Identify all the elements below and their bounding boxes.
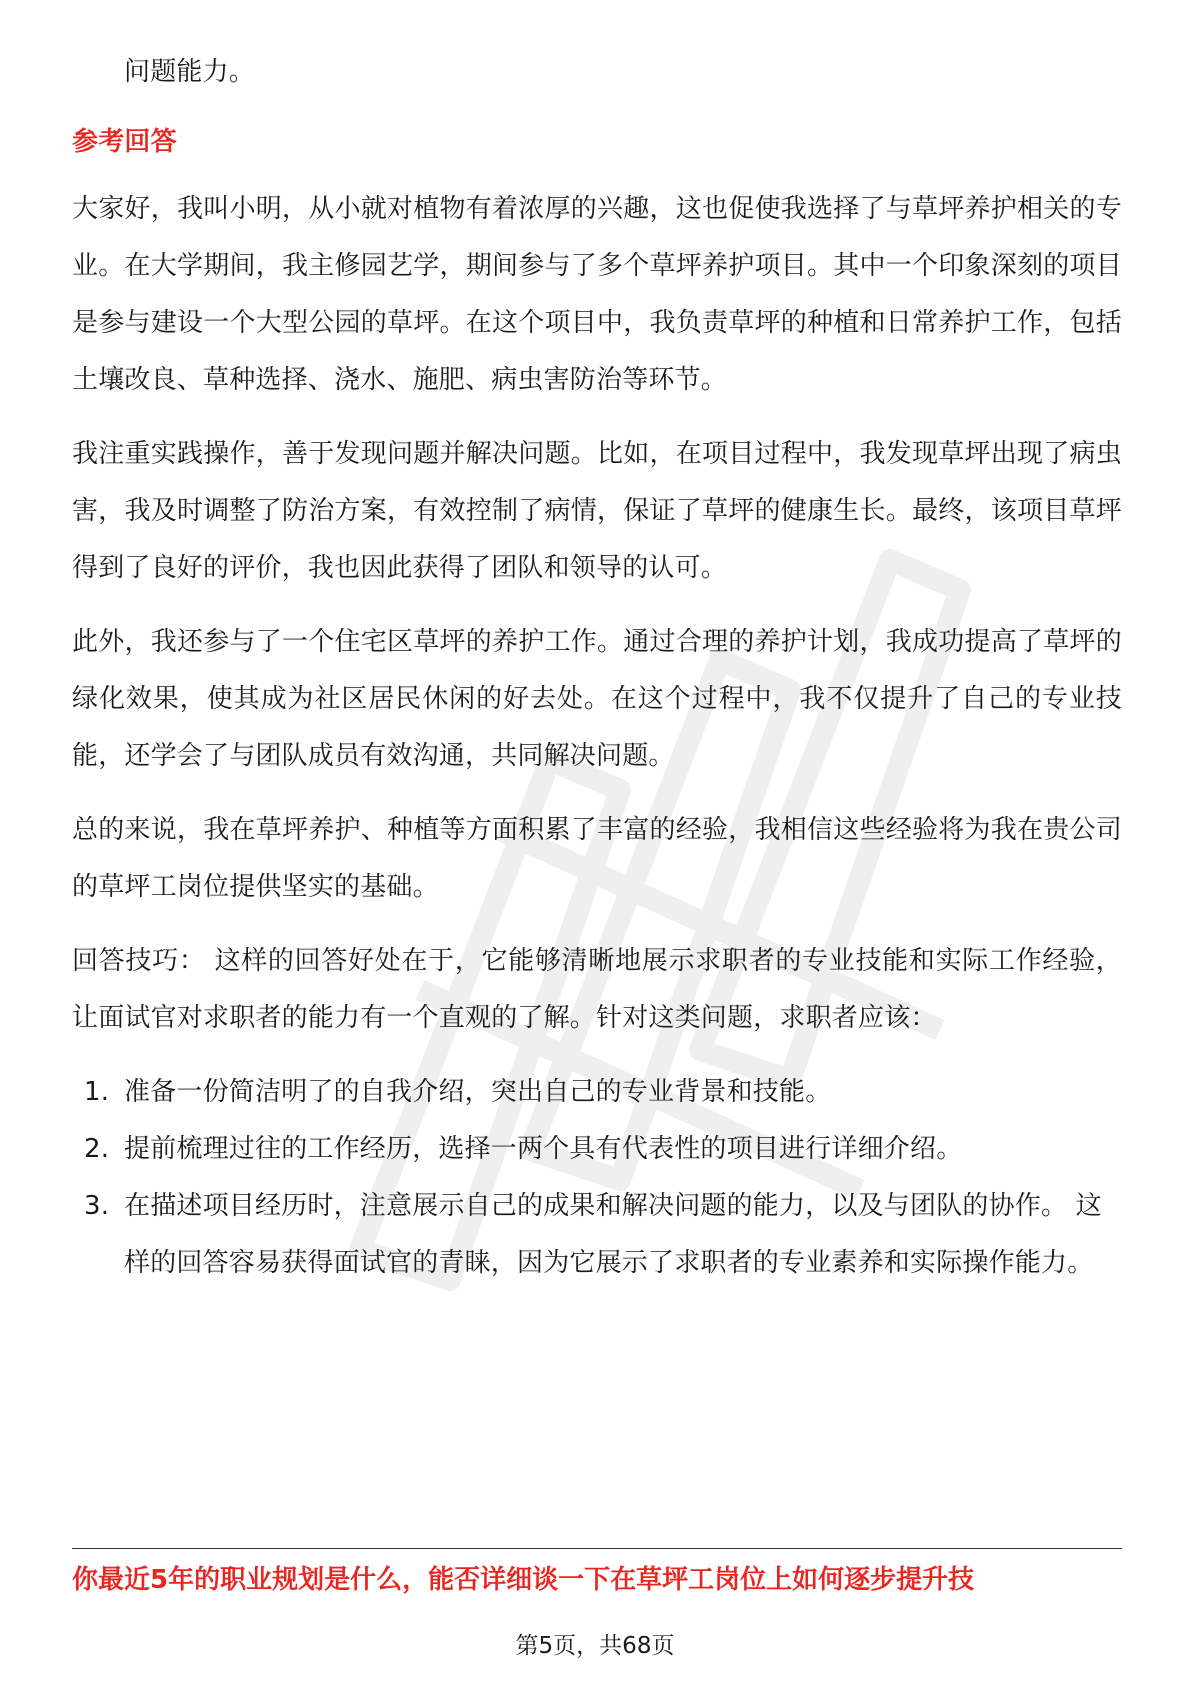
previous-question-fragment: 问题能力。 — [124, 57, 256, 87]
next-question-heading: 你最近5年的职业规划是什么，能否详细谈一下在草坪工岗位上如何逐步提升技 — [72, 1565, 975, 1595]
list-item — [72, 1178, 1122, 1292]
answer-paragraph-3: 此外，我还参与了一个住宅区草坪的养护工作。通过合理的养护计划，我成功提高了草坪的绿化效果，使其成为社区居民休闲的好去处。在这个过程中，我不仅提升了自己的专业技能，还学会了与团队成员有效沟通，共同解决问题。 — [72, 627, 1122, 771]
document-body — [72, 44, 1122, 1292]
list-item — [72, 1121, 1122, 1178]
list-item-number: 3. — [84, 1191, 110, 1221]
answer-paragraph-1: 大家好，我叫小明，从小就对植物有着浓厚的兴趣，这也促使我选择了与草坪养护相关的专业。在大学期间，我主修园艺学，期间参与了多个草坪养护项目。其中一个印象深刻的项目是参与建设一个大型公园的草坪。在这个项目中，我负责草坪的种植和日常养护工作，包括土壤改良、草种选择、浇水、施肥、病虫害防治等环节。 — [72, 194, 1122, 395]
list-item-text: 提前梳理过往的工作经历，选择一两个具有代表性的项目进行详细介绍。 — [124, 1134, 963, 1164]
answer-heading: 参考回答 — [72, 127, 177, 157]
list-item — [72, 1064, 1122, 1121]
page-number-footer: 第5页，共68页 — [515, 1633, 675, 1659]
list-item-text: 在描述项目经历时，注意展示自己的成果和解决问题的能力，以及与团队的协作。 这样的回答容易获得面试官的青睐，因为它展示了求职者的专业素养和实际操作能力。 — [124, 1191, 1102, 1278]
list-item-text: 准备一份简洁明了的自我介绍，突出自己的专业背景和技能。 — [124, 1077, 832, 1107]
answer-paragraph-2: 我注重实践操作，善于发现问题并解决问题。比如，在项目过程中，我发现草坪出现了病虫害，我及时调整了防治方案，有效控制了病情，保证了草坪的健康生长。最终，该项目草坪得到了良好的评价，我也因此获得了团队和领导的认可。 — [72, 439, 1122, 583]
answer-paragraph-4: 总的来说，我在草坪养护、种植等方面积累了丰富的经验，我相信这些经验将为我在贵公司的草坪工岗位提供坚实的基础。 — [72, 815, 1122, 902]
list-item-number: 1. — [84, 1077, 110, 1107]
tips-intro-paragraph: 回答技巧： 这样的回答好处在于，它能够清晰地展示求职者的专业技能和实际工作经验，让面试官对求职者的能力有一个直观的了解。针对这类问题，求职者应该： — [72, 946, 1123, 1033]
tips-list — [72, 1064, 1122, 1292]
list-item-number: 2. — [84, 1134, 110, 1164]
section-divider — [72, 1548, 1122, 1549]
